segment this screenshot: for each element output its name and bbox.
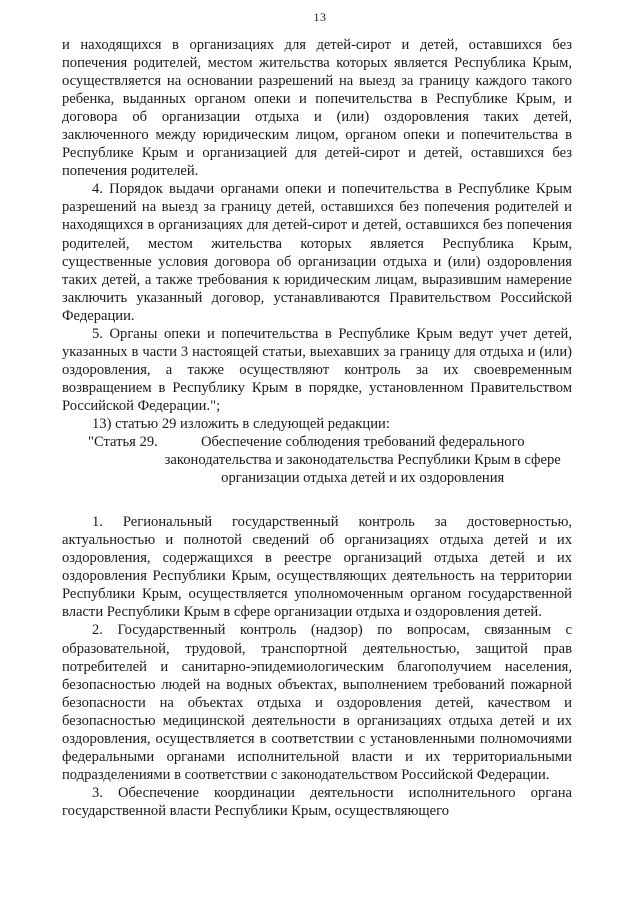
paragraph-article-item-2: 2. Государственный контроль (надзор) по вопросам, связанным с образовательной, трудовой, транспортной деятельностью, защитой прав потребителей и санитарно-эпидемиологическим благополучием населения, безопасностью людей на водных объектах, выполнением требований пожарной безопасности на объектах отдыха и оздоровления детей, качеством и безопасностью медицинской деятельности в организациях отдыха детей и их оздоровления, осуществляется в соответствии с установленными полномочиями федеральными органами исполнительной власти и их территориальными подразделениями в соответствии с законодательством Российской Федерации.	[62, 622, 572, 783]
article-title: Обеспечение соблюдения требований федерального законодательства и законодательства Республики Крым в сфере организации отдыха детей и их оздоровления	[164, 434, 561, 487]
document-body	[62, 36, 572, 820]
paragraph-article-item-1: 1. Региональный государственный контроль за достоверностью, актуальностью и полнотой сведений об организациях отдыха детей и их оздоровления, содержащихся в реестре организаций отдыха детей и их оздоровления Республики Крым, осуществляющих деятельность на территории Республики Крым, осуществляется уполномоченным органом государственной власти Республики Крым в сфере организации отдыха и оздоровления детей.	[62, 514, 572, 621]
section-gap	[62, 487, 572, 513]
paragraph-continuation: и находящихся в организациях для детей-сирот и детей, оставшихся без попечения родителей, местом жительства которых является Республика Крым, осуществляется на основании разрешений на выезд за границу каждого такого ребенка, выданных органом опеки и попечительства в Республике Крым, и договора об организации отдыха и (или) оздоровления таких детей, заключенного между юридическим лицом, органом опеки и попечительства в Республике Крым и организацией для детей-сирот и детей, оставшихся без попечения родителей.	[62, 37, 572, 180]
article-heading	[88, 433, 572, 487]
paragraph-article-item-3: 3. Обеспечение координации деятельности исполнительного органа государственной власти Республики Крым, осуществляющего	[62, 784, 572, 819]
paragraph-item-13: 13) статью 29 изложить в следующей редакции:	[92, 415, 390, 432]
page-number: 13	[313, 10, 327, 24]
paragraph-item-4: 4. Порядок выдачи органами опеки и попечительства в Республике Крым разрешений на выезд за границу детей, оставшихся без попечения родителей и находящихся в организациях для детей-сирот и детей, оставшихся без попечения родителей, местом жительства которых является Республика Крым, существенные условия договора об организации отдыха и (или) оздоровления таких детей, а также требования к юридическим лицам, выразившим намерение заключить указанный договор, устанавливаются Правительством Российской Федерации.	[62, 181, 572, 324]
paragraph-item-5: 5. Органы опеки и попечительства в Республике Крым ведут учет детей, указанных в части 3 настоящей статьи, выехавших за границу для отдыха и (или) оздоровления, а также осуществляют контроль за их своевременным возвращением в Республику Крым в порядке, установленном Правительством Российской Федерации.";	[62, 325, 572, 414]
article-label: "Статья 29.	[88, 434, 162, 451]
